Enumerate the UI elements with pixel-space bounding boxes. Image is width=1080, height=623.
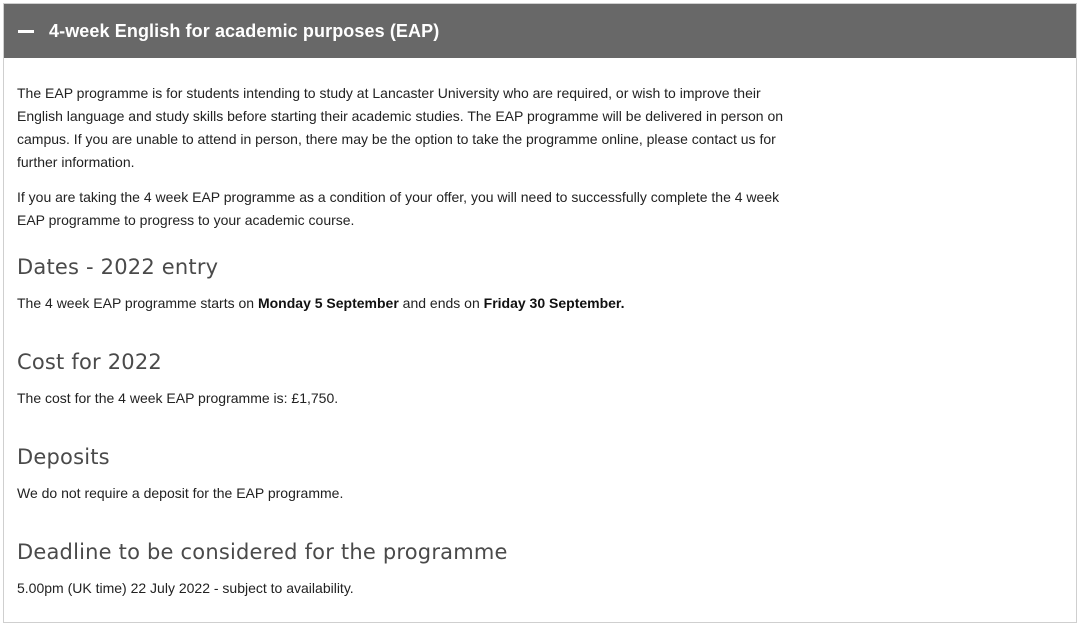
deposits-heading: Deposits <box>17 445 110 469</box>
dates-text-middle: and ends on <box>398 295 484 311</box>
dates-text-before: The 4 week EAP programme starts on <box>17 295 258 311</box>
start-date: Monday 5 September <box>257 295 399 311</box>
accordion-header-toggle[interactable] <box>4 4 1076 58</box>
minus-icon[interactable] <box>18 30 34 33</box>
deposits-text: We do not require a deposit for the EAP programme. <box>17 485 344 501</box>
end-date: Friday 30 September. <box>483 295 625 311</box>
intro-paragraph-2: If you are taking the 4 week EAP programme as a condition of your offer, you will need to successfully complete the 4 week EAP programme to progress to your academic course. <box>17 189 780 228</box>
cost-heading: Cost for 2022 <box>17 350 162 374</box>
dates-text <box>17 292 807 315</box>
accordion-title: 4-week English for academic purposes (EAP) <box>49 20 440 41</box>
intro-paragraph-1: The EAP programme is for students intending to study at Lancaster University who are required, or wish to improve their English language and study skills before starting their academic studies. The EAP programme will be delivered in person on campus. If you are unable to attend in person, there may be the option to take the programme online, please contact us for further information. <box>17 85 784 170</box>
eap-accordion <box>3 3 1077 623</box>
deadline-text: 5.00pm (UK time) 22 July 2022 - subject to availability. <box>17 580 354 596</box>
accordion-content <box>4 58 807 600</box>
cost-text: The cost for the 4 week EAP programme is: £1,750. <box>17 390 339 406</box>
deadline-heading: Deadline to be considered for the programme <box>17 540 508 564</box>
dates-heading: Dates - 2022 entry <box>17 255 219 279</box>
